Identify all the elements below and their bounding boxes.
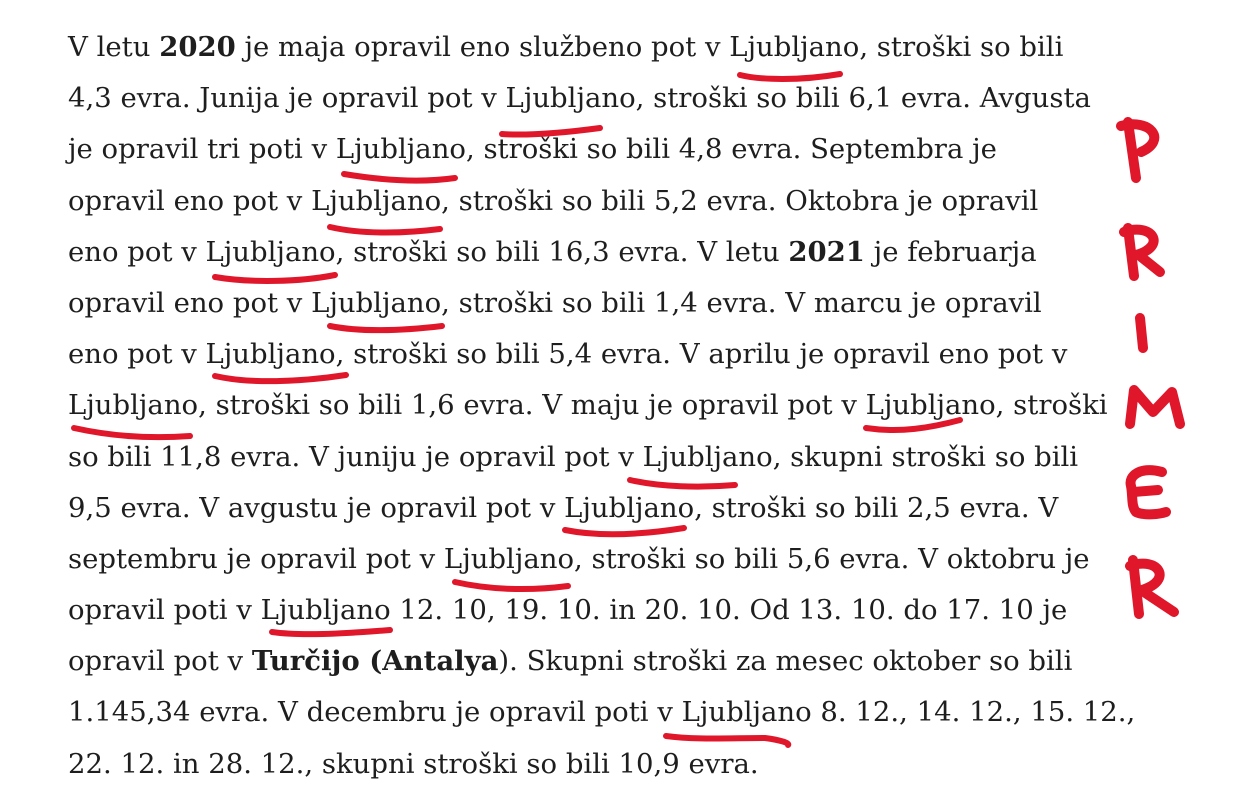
document-paragraph (68, 22, 1136, 790)
stamp-letter-r (1124, 228, 1160, 276)
text-line (68, 124, 1098, 175)
text-run: Ljubljano, stroški so bili 1,6 evra. V maju je opravil pot v Ljubljano, stroški (68, 389, 1108, 422)
text-line (68, 585, 1098, 636)
text-run: je maja opravil eno službeno pot v Ljubljano, stroški so bili (235, 31, 1064, 63)
text-run: ). Skupni stroški za mesec oktober so bili (498, 645, 1073, 678)
text-line (68, 432, 1098, 483)
text-line (68, 278, 1098, 329)
stamp-letter-r2 (1130, 560, 1174, 614)
text-run: 9,5 evra. V avgustu je opravil pot v Ljubljano, stroški so bili 2,5 evra. V (68, 491, 1059, 524)
text-line (68, 687, 1136, 738)
text-line (68, 329, 1098, 380)
text-run: opravil eno pot v Ljubljano, stroški so bili 1,4 evra. V marcu je opravil (68, 286, 1042, 319)
text-run: eno pot v Ljubljano, stroški so bili 5,4 evra. V aprilu je opravil eno pot v (68, 338, 1068, 371)
text-line (68, 73, 1098, 124)
bold-text: 2020 (159, 31, 236, 63)
text-line (68, 739, 1098, 790)
stamp-letter-p (1121, 122, 1154, 178)
text-run: opravil pot v (68, 645, 252, 678)
text-line (68, 534, 1098, 585)
text-run: je opravil tri poti v Ljubljano, stroški so bili 4,8 evra. Septembra je (68, 133, 997, 166)
text-run: opravil eno pot v Ljubljano, stroški so bili 5,2 evra. Oktobra je opravil (68, 184, 1039, 217)
text-line (68, 380, 1108, 431)
bold-text: Turčijo (Antalya (251, 645, 499, 678)
text-run: eno pot v Ljubljano, stroški so bili 16,3 evra. V letu (68, 235, 789, 268)
bold-text: 2021 (788, 235, 865, 268)
text-line (68, 483, 1098, 534)
text-run: je februarja (864, 235, 1037, 268)
text-run: 1.145,34 evra. V decembru je opravil poti v Ljubljano 8. 12., 14. 12., 15. 12., (68, 696, 1136, 729)
stamp-letter-e (1131, 470, 1166, 514)
stamp-letter-m (1130, 390, 1180, 424)
text-line (68, 22, 1098, 73)
text-run: 22. 12. in 28. 12., skupni stroški so bili 10,9 evra. (68, 747, 759, 780)
stamp-letter-i (1140, 318, 1143, 348)
text-line (68, 636, 1098, 687)
text-run: 4,3 evra. Junija je opravil pot v Ljubljano, stroški so bili 6,1 evra. Avgusta (68, 82, 1091, 115)
text-line (68, 176, 1098, 227)
text-line (68, 227, 1098, 278)
text-run: septembru je opravil pot v Ljubljano, stroški so bili 5,6 evra. V oktobru je (68, 542, 1090, 575)
text-run: V letu (68, 31, 160, 63)
text-run: so bili 11,8 evra. V juniju je opravil pot v Ljubljano, skupni stroški so bili (68, 440, 1079, 473)
text-run: opravil poti v Ljubljano 12. 10, 19. 10. in 20. 10. Od 13. 10. do 17. 10 je (68, 594, 1068, 627)
